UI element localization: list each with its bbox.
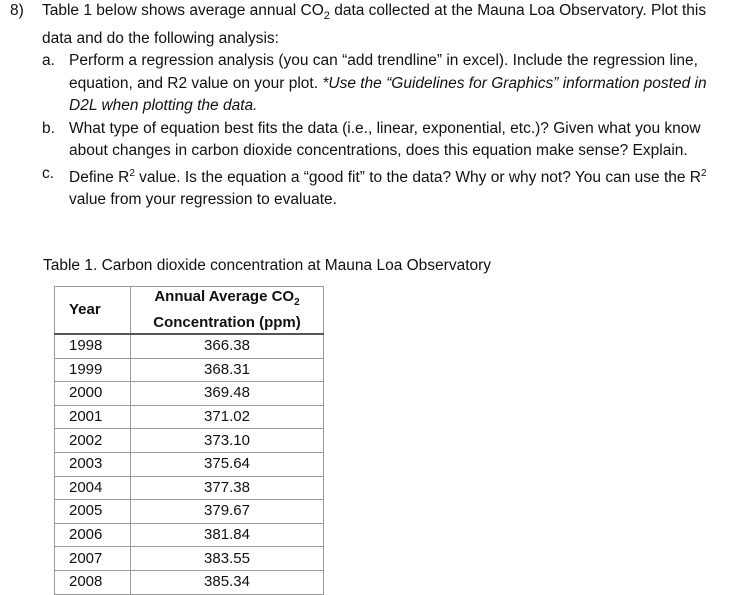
item-text [69,163,722,212]
item-c-text-part1: Define R [69,168,130,186]
year-cell: 1999 [55,358,131,382]
list-item-b [42,118,722,163]
item-b-text: What type of equation best fits the data (i.e., linear, exponential, etc.)? Given what you know about changes in carbon dioxide concentrations, does this equation make sense? Explain. [69,119,701,160]
concentration-cell: 369.48 [131,382,324,406]
concentration-cell: 385.34 [131,570,324,594]
table-row [55,405,324,429]
list-item-a [42,50,722,118]
superscript: 2 [129,167,135,179]
concentration-cell: 379.67 [131,500,324,524]
year-cell: 2000 [55,382,131,406]
question-intro [10,0,722,50]
table-row [55,570,324,594]
table-caption: Table 1. Carbon dioxide concentration at Mauna Loa Observatory [43,257,492,274]
table-row [55,523,324,547]
item-letter: c. [42,164,55,182]
year-cell: 2007 [55,547,131,571]
concentration-cell: 377.38 [131,476,324,500]
year-cell: 2004 [55,476,131,500]
year-cell: 2001 [55,405,131,429]
question-number: 8) [10,2,24,19]
question-intro-text [42,0,722,50]
item-a-text: Perform a regression analysis (you can “add trendline” in excel). Include the regression line, equation, and R2 value on your plot. [69,52,698,92]
table-row [55,382,324,406]
item-c-text-part3: value from your regression to evaluate. [69,191,337,209]
item-letter: a. [42,52,55,70]
intro-text-part2: data collected at the Mauna Loa Observatory. Plot this data and do the following analysis: [42,2,707,47]
superscript: 2 [701,167,707,179]
item-letter: b. [42,119,55,137]
concentration-cell: 381.84 [131,523,324,547]
table-row [55,358,324,382]
item-text [69,50,722,118]
intro-subscript: 2 [323,10,330,23]
table-row [55,476,324,500]
conc-header-line2: Concentration (ppm) [153,314,301,331]
table-row [55,452,324,476]
year-header: Year [55,287,131,335]
item-c-text-part2: value. Is the equation a “good fit” to the data? Why or why not? You can use the R [134,168,701,186]
question-8 [10,0,722,212]
concentration-cell: 366.38 [131,334,324,358]
table-row [55,500,324,524]
year-cell: 2005 [55,500,131,524]
conc-header-subscript: 2 [294,297,300,308]
year-cell: 2006 [55,523,131,547]
item-a-italic-note: *Use the “Guidelines for Graphics” information posted in D2L when plotting the data. [69,74,707,115]
conc-header-line1: Annual Average CO [154,288,295,305]
year-cell: 2002 [55,429,131,453]
concentration-cell: 373.10 [131,429,324,453]
year-cell: 2008 [55,570,131,594]
co2-table [54,286,324,595]
concentration-cell: 371.02 [131,405,324,429]
concentration-cell: 375.64 [131,452,324,476]
concentration-header [131,287,324,335]
year-cell: 1998 [55,334,131,358]
table-row [55,429,324,453]
concentration-cell: 368.31 [131,358,324,382]
table-body [55,334,324,594]
table-row [55,547,324,571]
table-header-row [55,287,324,335]
list-item-c [42,163,722,212]
intro-text-part1: Table 1 below shows average annual CO [42,2,324,19]
table-row [55,334,324,358]
year-cell: 2003 [55,452,131,476]
concentration-cell: 383.55 [131,547,324,571]
